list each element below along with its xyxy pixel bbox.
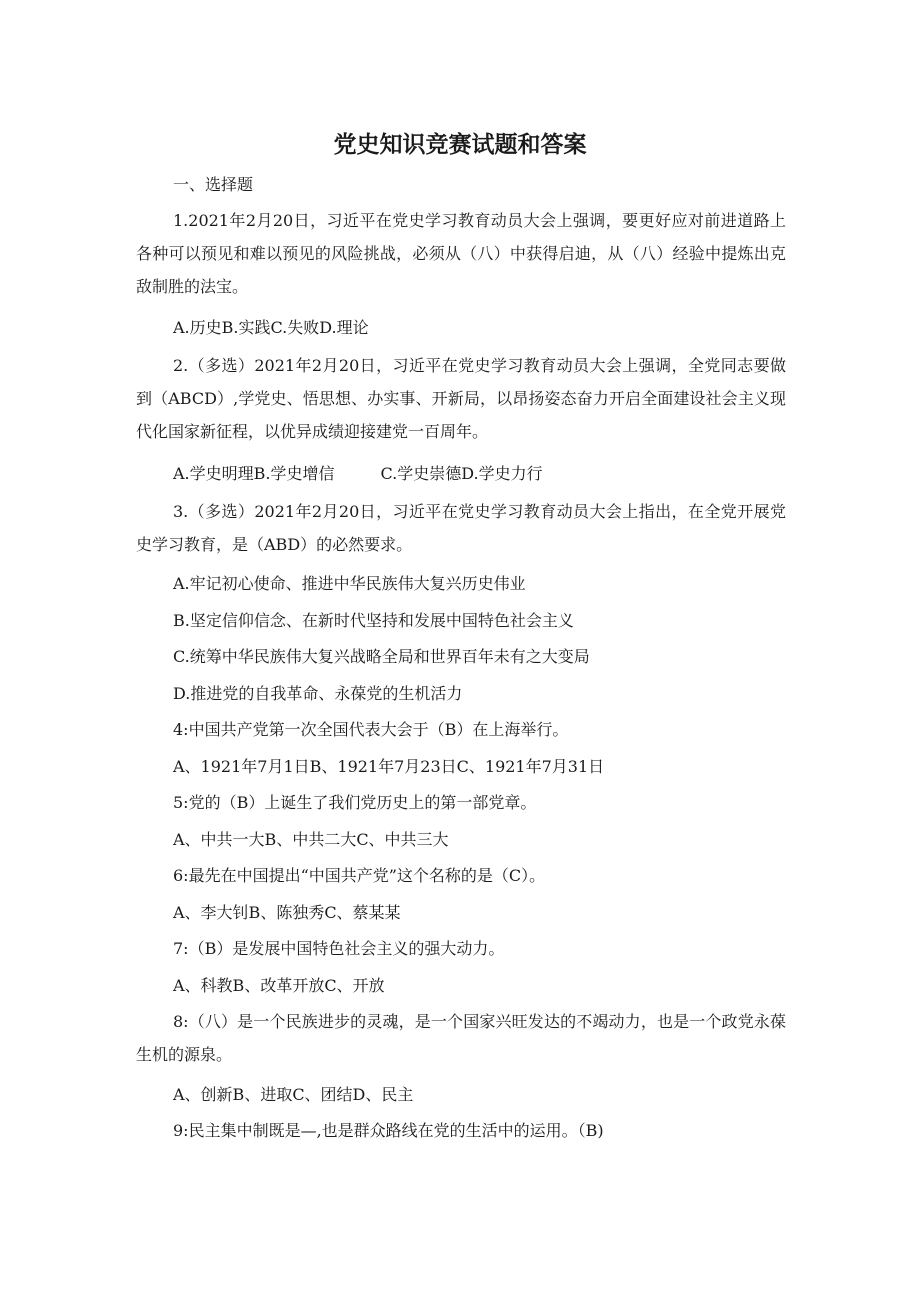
question-3-option-d: D.推进党的自我革命、永葆党的生机活力 [173,684,463,703]
question-5-stem: 5:党的（B）上诞生了我们党历史上的第一部党章。 [173,793,537,812]
question-1-options: A.历史B.实践C.失败D.理论 [173,318,369,337]
question-6-options: A、李大钊B、陈独秀C、蔡某某 [173,903,401,922]
question-4-stem: 4:中国共产党第一次全国代表大会于（B）在上海举行。 [173,720,569,739]
question-6-stem: 6:最先在中国提出“中国共产党”这个名称的是（C）。 [173,866,546,885]
question-3-option-b: B.坚定信仰信念、在新时代坚持和发展中国特色社会主义 [173,611,574,630]
question-7-options: A、科教B、改革开放C、开放 [173,976,385,995]
question-4-options: A、1921年7月1日B、1921年7月23日C、1921年7月31日 [173,757,605,776]
question-7-stem: 7:（B）是发展中国特色社会主义的强大动力。 [173,939,505,958]
document-title: 党史知识竞赛试题和答案 [333,132,587,158]
question-8-options: A、创新B、进取C、团结D、民主 [173,1085,414,1104]
question-1-stem: 1.2021年2月20日，习近平在党史学习教育动员大会上强调，要更好应对前进道路上各种可以预见和难以预见的风险挑战，必须从（八）中获得启迪，从（八）经验中提炼出克敌制胜的法宝。 [136,211,786,296]
question-2-options [173,457,823,490]
question-2-options-part2: C.学史崇德D.学史力行 [380,464,543,483]
section-heading: 一、选择题 [173,175,254,194]
question-3-option-c: C.统筹中华民族伟大复兴战略全局和世界百年未有之大变局 [173,647,590,666]
question-8-stem: 8:（八）是一个民族进步的灵魂，是一个国家兴旺发达的不竭动力，也是一个政党永葆生机的源泉。 [136,1012,786,1064]
question-3-option-a: A.牢记初心使命、推进中华民族伟大复兴历史伟业 [173,574,526,593]
question-3-stem: 3.（多选）2021年2月20日，习近平在党史学习教育动员大会上指出，在全党开展党史学习教育，是（ABD）的必然要求。 [136,502,786,554]
question-2-options-part1: A.学史明理B.学史增信 [173,464,335,483]
question-2-stem: 2.（多选）2021年2月20日，习近平在党史学习教育动员大会上强调，全党同志要做到（ABCD）,学党史、悟思想、办实事、开新局，以昂扬姿态奋力开启全面建设社会主义现代化国家新征程，以优异成绩迎接建党一百周年。 [136,356,786,441]
question-9-stem: 9:民主集中制既是—,也是群众路线在党的生活中的运用。（B) [173,1121,604,1140]
question-5-options: A、中共一大B、中共二大C、中共三大 [173,830,449,849]
